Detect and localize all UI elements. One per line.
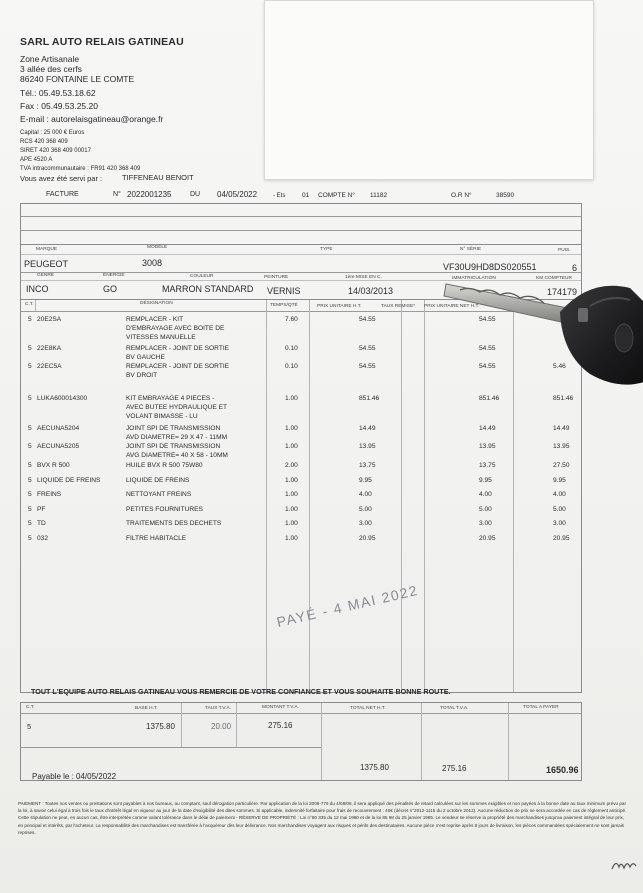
totals-taux: 20.00 xyxy=(211,722,232,731)
row-quantity: 1.00 xyxy=(285,491,298,498)
row-total: 5.00 xyxy=(553,506,566,513)
row-unit-price: 5.00 xyxy=(359,506,372,513)
row-reference: AECUNA5205 xyxy=(37,443,80,450)
row-ct: 5 xyxy=(28,462,32,469)
company-address-3: 86240 FONTAINE LE COMTE xyxy=(20,74,135,84)
totals-tva: 275.16 xyxy=(442,764,467,773)
row-designation: FILTRE HABITACLE xyxy=(126,535,187,542)
row-designation: JOINT SPI DE TRANSMISSION xyxy=(126,425,221,432)
row-total: 9.95 xyxy=(553,477,566,484)
row-ct: 5 xyxy=(28,477,32,484)
row-quantity: 2.00 xyxy=(285,462,298,469)
row-unit-price: 9.95 xyxy=(359,477,372,484)
paid-stamp: PAYÉ - 4 MAI 2022 xyxy=(275,581,420,631)
row-total: 14.49 xyxy=(553,425,570,432)
row-reference: AECUNA5204 xyxy=(37,425,80,432)
row-designation: AVD DIAMETRE= 29 X 47 - 11MM xyxy=(126,434,228,441)
vehicle-marque: PEUGEOT xyxy=(24,259,69,269)
totals-payer: 1650.96 xyxy=(546,765,579,775)
totals-label-base: BASE H.T. xyxy=(135,706,158,711)
label-marque: MARQUE xyxy=(36,247,58,252)
row-net-price: 13.95 xyxy=(479,443,496,450)
row-reference: 20E2SA xyxy=(37,316,62,323)
table-row xyxy=(22,520,580,534)
table-row xyxy=(22,443,580,457)
row-ct: 5 xyxy=(28,491,32,498)
vehicle-puis: 6 xyxy=(572,263,578,273)
row-total: 13.95 xyxy=(553,443,570,450)
company-fax: Fax : 05.49.53.25.20 xyxy=(20,101,98,111)
row-ct: 5 xyxy=(28,425,32,432)
row-designation: VOLANT BIMASSE - LU xyxy=(126,413,198,420)
customer-address-box xyxy=(20,203,582,245)
company-address-2: 3 allée des cerfs xyxy=(20,64,82,74)
row-reference: LUKA600014300 xyxy=(37,395,88,402)
row-designation: REMPLACER - JOINT DE SORTIE xyxy=(126,363,230,370)
header-designation: DÉSIGNATION xyxy=(140,301,173,306)
row-reference: 22EC5A xyxy=(37,363,62,370)
signature-icon xyxy=(610,855,638,875)
row-net-price: 54.55 xyxy=(479,345,496,352)
table-row xyxy=(22,477,580,491)
vehicle-genre: INCO xyxy=(26,284,49,294)
row-unit-price: 4.00 xyxy=(359,491,372,498)
ets-value: 01 xyxy=(302,192,310,199)
table-row xyxy=(22,395,580,420)
row-net-price: 3.00 xyxy=(479,520,492,527)
label-couleur: COULEUR xyxy=(190,274,214,279)
header-pu: PRIX UNITAIRE H.T. xyxy=(317,304,362,309)
totals-box xyxy=(20,702,582,781)
company-capital: Capital : 25 000 € Euros xyxy=(20,130,85,136)
row-unit-price: 13.75 xyxy=(359,462,376,469)
row-reference: 032 xyxy=(37,535,49,542)
row-unit-price: 54.55 xyxy=(359,316,376,323)
row-quantity: 1.00 xyxy=(285,425,298,432)
ets-label: - Ets xyxy=(273,193,286,199)
label-modele: MODÈLE xyxy=(147,245,168,250)
company-rcs: RCS 420 368 409 xyxy=(20,139,68,145)
header-temps: TEMPS/QTÉ xyxy=(270,303,298,308)
table-row xyxy=(22,506,580,520)
row-ct: 5 xyxy=(28,345,32,352)
row-ct: 5 xyxy=(28,316,32,323)
vehicle-energie: GO xyxy=(103,284,118,294)
row-net-price: 9.95 xyxy=(479,477,492,484)
row-net-price: 54.55 xyxy=(479,316,496,323)
row-ct: 5 xyxy=(28,535,32,542)
label-serie: N° SÉRIE xyxy=(460,247,482,252)
totals-label-tva: TOTAL T.V.A. xyxy=(440,706,469,711)
row-reference: 22E8KA xyxy=(37,345,62,352)
totals-label-taux: TAUX T.V.A. xyxy=(205,706,232,711)
row-unit-price: 3.00 xyxy=(359,520,372,527)
label-immat: IMMATRICULATION xyxy=(452,276,496,281)
row-designation: REMPLACER - JOINT DE SORTIE xyxy=(126,345,230,352)
payable-date: Payable le : 04/05/2022 xyxy=(32,772,117,781)
table-row xyxy=(22,462,580,476)
row-designation: BV DROIT xyxy=(126,372,158,379)
row-designation: VITESSES MANUELLE xyxy=(126,334,196,341)
car-key-icon xyxy=(440,262,643,392)
row-total: 4.00 xyxy=(553,491,566,498)
vehicle-mise: 14/03/2013 xyxy=(348,286,394,296)
row-quantity: 0.10 xyxy=(285,345,298,352)
row-designation: JOINT SPI DE TRANSMISSION xyxy=(126,443,221,450)
row-designation: TRAITEMENTS DES DECHETS xyxy=(126,520,222,527)
company-tel: Tél.: 05.49.53.18.62 xyxy=(20,88,96,98)
row-ct: 5 xyxy=(28,520,32,527)
vehicle-serie: VF30U9HD8DS020551 xyxy=(443,262,537,272)
row-ct: 5 xyxy=(28,363,32,370)
vehicle-couleur: MARRON STANDARD xyxy=(162,284,254,294)
row-quantity: 0.10 xyxy=(285,363,298,370)
totals-label-montant: MONTANT T.V.A. xyxy=(262,705,299,710)
invoice-label: FACTURE xyxy=(46,191,79,198)
row-designation: REMPLACER - KIT xyxy=(126,316,184,323)
row-designation: KIT EMBRAYAGE 4 PIECES - xyxy=(126,395,215,402)
totals-net: 1375.80 xyxy=(360,763,389,772)
company-siret: SIRET 420 368 409 00017 xyxy=(20,148,91,154)
row-quantity: 1.00 xyxy=(285,506,298,513)
row-net-price: 20.95 xyxy=(479,535,496,542)
totals-label-ct: C.T. xyxy=(26,705,35,710)
company-email: E-mail : autorelaisgatineau@orange.fr xyxy=(20,114,164,124)
row-designation: NETTOYANT FREINS xyxy=(126,491,192,498)
row-designation: BV GAUCHE xyxy=(126,354,165,361)
invoice-du-label: DU xyxy=(190,191,201,198)
row-reference: LIQUIDE DE FREINS xyxy=(37,477,101,484)
row-unit-price: 54.55 xyxy=(359,345,376,352)
label-km: KM COMPTEUR xyxy=(536,276,572,281)
row-reference: PF xyxy=(37,506,46,513)
row-quantity: 7.60 xyxy=(285,316,298,323)
row-total: 20.95 xyxy=(553,535,570,542)
table-row xyxy=(22,425,580,439)
row-reference: TD xyxy=(37,520,46,527)
compte-label: COMPTE N° xyxy=(318,192,355,199)
row-designation: AVEC BUTEE HYDRAULIQUE ET xyxy=(126,404,228,411)
row-net-price: 14.49 xyxy=(479,425,496,432)
company-tva-intra: TVA intracommunautaire : FR91 420 368 409 xyxy=(20,166,141,172)
row-net-price: 5.00 xyxy=(479,506,492,513)
label-peinture: PEINTURE xyxy=(264,275,289,280)
table-row xyxy=(22,491,580,505)
row-ct: 5 xyxy=(28,506,32,513)
row-unit-price: 851.46 xyxy=(359,395,380,402)
row-net-price: 851.46 xyxy=(479,395,500,402)
row-designation: HUILE BVX R 500 75W80 xyxy=(126,462,203,469)
label-energie: ÉNERGIE xyxy=(103,273,125,278)
row-reference: FREINS xyxy=(37,491,62,498)
label-puis: PUIS. xyxy=(558,248,571,253)
row-total: 3.00 xyxy=(553,520,566,527)
overlapping-paper xyxy=(264,0,594,180)
company-name: SARL AUTO RELAIS GATINEAU xyxy=(20,36,184,48)
footer-legal-text: PAIEMENT : Toutes nos ventes ou prestations sont payables à nos bureaux, au comptant, sauf dérogation particulière. Par application de la loi 2008-776 du 4/08/08, il sera appliqué des pénalités de retard calculées sur les sommes exigibles et non payées à la bonne date au taux minimum prévu par la loi, à savoir celui égal à trois fois le taux d'intérêt légal en vigueur au jour de la date d'exigibilité des dites sommes. Si applicable, indemnité forfaitaire pour frais de recouvrement : 40€ (décret n°2012-1115 du 2 octobre 2012). Aucune réduction de prix ne sera accordée en cas de règlement anticipé. Cette stipulation ne peut, en aucun cas, être interprétée comme valant tolérance dans le délai de paiement - RÉSERVE DE PROPRIÉTÉ : Loi n°80 335 du 12 mai 1980 et de la loi 85 98 du 25 janvier 1985. Le vendeur se réserve la propriété des marchandises jusqu'au paiement intégral de leur prix, en principal et intérêts, par l'acheteur. La responsabilité des marchandises est transférée à l'acquéreur dès leur délivrance. Nos marchandises voyagent aux risques et périls des destinataires. Aucune pièce n'est reprise après 8 jours de livraison, les pièces commandées spécialement ne sont jamais reprises. xyxy=(18,801,627,835)
row-net-price: 54.55 xyxy=(479,363,496,370)
row-unit-price: 54.55 xyxy=(359,363,376,370)
vehicle-modele: 3008 xyxy=(142,258,163,268)
row-quantity: 1.00 xyxy=(285,535,298,542)
header-punet: PRIX UNITAIRE NET H.T. xyxy=(424,304,480,309)
invoice-number: 2022001235 xyxy=(127,190,172,199)
row-net-price: 4.00 xyxy=(479,491,492,498)
row-quantity: 1.00 xyxy=(285,395,298,402)
label-mise: 1ère MISE EN C. xyxy=(345,275,382,280)
row-designation: LIQUIDE DE FREINS xyxy=(126,477,190,484)
label-type: TYPE xyxy=(320,247,333,252)
row-quantity: 1.00 xyxy=(285,520,298,527)
thank-you-message: TOUT L'EQUIPE AUTO RELAIS GATINEAU VOUS REMERCIE DE VOTRE CONFIANCE ET VOUS SOUHAITE BONNE ROUTE. xyxy=(31,687,451,696)
row-unit-price: 14.49 xyxy=(359,425,376,432)
header-ct: C.T. xyxy=(25,302,34,307)
row-ct: 5 xyxy=(28,443,32,450)
invoice-no-label: N° xyxy=(113,191,121,198)
or-label: O.R N° xyxy=(451,192,472,199)
row-unit-price: 13.95 xyxy=(359,443,376,450)
row-total: 851.46 xyxy=(553,395,574,402)
table-row xyxy=(22,535,580,549)
row-total: 5.46 xyxy=(553,363,566,370)
totals-base: 1375.80 xyxy=(146,722,175,731)
vehicle-peinture: VERNIS xyxy=(267,286,301,296)
totals-ct: 5 xyxy=(27,722,32,731)
row-ct: 5 xyxy=(28,395,32,402)
company-ape: APE 4520 A xyxy=(20,157,53,163)
vehicle-km: 174179 xyxy=(547,287,578,297)
totals-label-net: TOTAL NET H.T. xyxy=(350,706,386,711)
row-designation: PETITES FOURNITURES xyxy=(126,506,203,513)
totals-label-payer: TOTAL A PAYER xyxy=(523,705,559,710)
compte-value: 11182 xyxy=(370,192,388,199)
totals-montant: 275.16 xyxy=(268,721,293,730)
row-reference: BVX R 500 xyxy=(37,462,70,469)
row-total: 27.50 xyxy=(553,462,570,469)
row-designation: AVG DIAMETRE= 40 X 58 - 10MM xyxy=(126,452,228,459)
row-designation: D'EMBRAYAGE AVEC BOITE DE xyxy=(126,325,225,332)
label-genre: GENRE xyxy=(37,273,55,278)
row-quantity: 1.00 xyxy=(285,443,298,450)
served-by-name: TIFFENEAU BENOIT xyxy=(122,173,194,182)
row-unit-price: 20.95 xyxy=(359,535,376,542)
header-remise: TAUX REMISE* xyxy=(381,304,416,309)
or-value: 38590 xyxy=(496,192,515,199)
row-quantity: 1.00 xyxy=(285,477,298,484)
served-by-label: Vous avez été servi par : xyxy=(20,174,103,183)
row-net-price: 13.75 xyxy=(479,462,496,469)
invoice-date: 04/05/2022 xyxy=(217,190,258,199)
company-address-1: Zone Artisanale xyxy=(20,54,80,64)
